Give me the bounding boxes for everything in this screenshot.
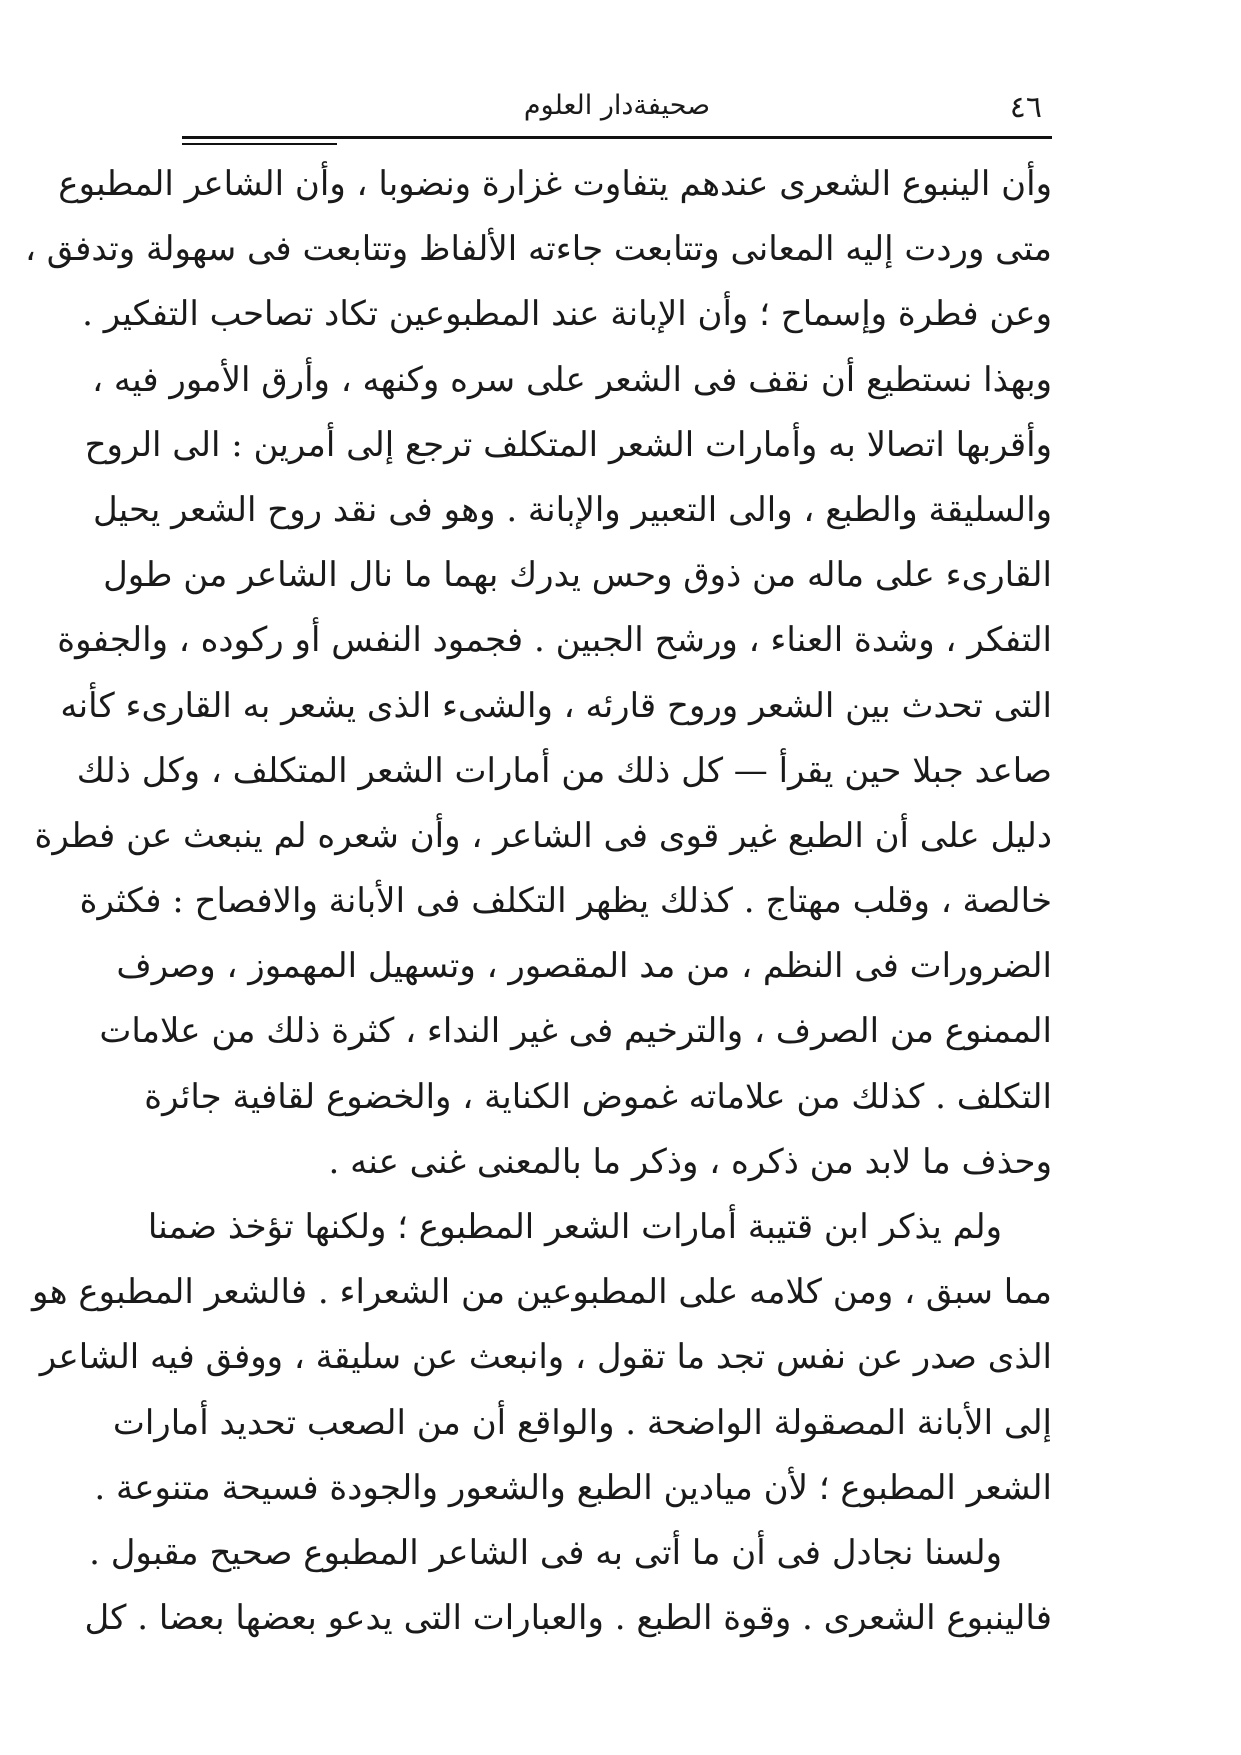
paragraph-3 <box>32 1195 1052 1521</box>
paragraph-2 <box>34 348 1052 1195</box>
page-number: ٤٦ <box>1009 90 1042 125</box>
text-line: الذى صدر عن نفس تجد ما تقول ، وانبعث عن سليقة ، ووفق فيه الشاعر <box>39 1337 1052 1378</box>
text-line: وبهذا نستطيع أن نقف فى الشعر على سره وكنهه ، وأرق الأمور فيه ، <box>92 359 1052 400</box>
text-line: والسليقة والطبع ، والى التعبير والإبانة . وهو فى نقد روح الشعر يحيل <box>92 489 1052 530</box>
text-line: الضرورات فى النظم ، من مد المقصور ، وتسهيل المهموز ، وصرف <box>116 946 1052 987</box>
paragraph-1 <box>25 152 1052 348</box>
text-line: وحذف ما لابد من ذكره ، وذكر ما بالمعنى غنى عنه . <box>328 1141 1052 1182</box>
text-line: متى وردت إليه المعانى وتتابعت جاءته الألفاظ وتتابعت فى سهولة وتدفق ، <box>25 229 1052 270</box>
text-line: دليل على أن الطبع غير قوى فى الشاعر ، وأن شعره لم ينبعث عن فطرة <box>34 815 1052 856</box>
text-line: التفكر ، وشدة العناء ، ورشح الجبين . فجمود النفس أو ركوده ، والجفوة <box>57 620 1052 661</box>
text-line: التكلف . كذلك من علاماته غموض الكناية ، والخضوع لقافية جائرة <box>144 1076 1052 1117</box>
text-line: التى تحدث بين الشعر وروح قارئه ، والشىء الذى يشعر به القارىء كأنه <box>60 685 1052 726</box>
page-header <box>182 80 1052 130</box>
header-rule-thin <box>182 143 337 145</box>
text-line: فالينبوع الشعرى . وقوة الطبع . والعبارات التى يدعو بعضها بعضا . كل <box>84 1598 1052 1639</box>
text-line: وأقربها اتصالا به وأمارات الشعر المتكلف ترجع إلى أمرين : الى الروح <box>84 424 1052 465</box>
text-line: إلى الأبانة المصقولة الواضحة . والواقع أن من الصعب تحديد أمارات <box>112 1402 1052 1443</box>
text-line: القارىء على ماله من ذوق وحس يدرك بهما ما نال الشاعر من طول <box>103 555 1052 596</box>
text-line: الممنوع من الصرف ، والترخيم فى غير النداء ، كثرة ذلك من علامات <box>99 1011 1052 1052</box>
text-line: وأن الينبوع الشعرى عندهم يتفاوت غزارة ونضوبا ، وأن الشاعر المطبوع <box>58 164 1052 204</box>
text-line: مما سبق ، ومن كلامه على المطبوعين من الشعراء . فالشعر المطبوع هو <box>32 1272 1052 1313</box>
body-text <box>25 152 1052 1651</box>
text-line: خالصة ، وقلب مهتاج . كذلك يظهر التكلف فى الأبانة والافصاح : فكثرة <box>79 881 1052 922</box>
text-line: الشعر المطبوع ؛ لأن ميادين الطبع والشعور والجودة فسيحة متنوعة . <box>94 1467 1052 1508</box>
text-line: وعن فطرة وإسماح ؛ وأن الإبانة عند المطبوعين تكاد تصاحب التفكير . <box>82 294 1052 335</box>
text-line: ولسنا نجادل فى أن ما أتى به فى الشاعر المطبوع صحيح مقبول . <box>89 1532 1002 1573</box>
header-rule <box>182 136 1052 139</box>
paragraph-4 <box>84 1521 1052 1651</box>
text-line: ولم يذكر ابن قتيبة أمارات الشعر المطبوع ؛ ولكنها تؤخذ ضمنا <box>147 1207 1002 1247</box>
running-title: صحيفةدار العلوم <box>523 90 711 121</box>
text-line: صاعد جبلا حين يقرأ — كل ذلك من أمارات الشعر المتكلف ، وكل ذلك <box>76 750 1052 791</box>
